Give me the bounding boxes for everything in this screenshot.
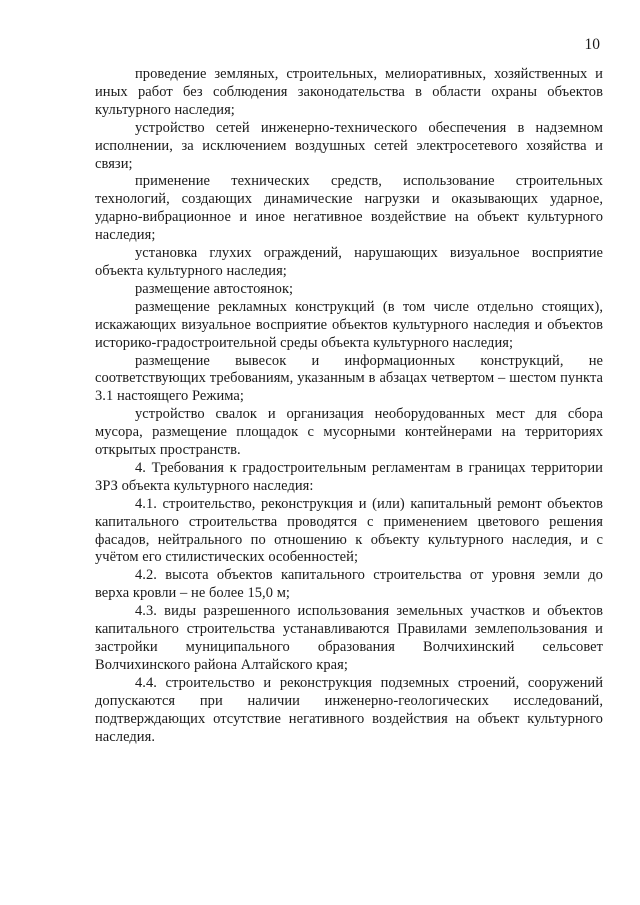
page-number: 10 — [584, 36, 600, 53]
paragraph-4-4: 4.4. строительство и реконструкция подземных строений, сооружений допускаются при наличии инженерно-геологических исследований, подтверждающих отсутствие негативного воздействия на объект культурного наследия. — [95, 674, 603, 745]
paragraph-4-2: 4.2. высота объектов капитального строительства от уровня земли до верха кровли – не более 15,0 м; — [95, 567, 603, 602]
paragraph-4-3: 4.3. виды разрешенного использования земельных участков и объектов капитального строительства устанавливаются Правилами землепользования и застройки муниципального образования Волчихинский сельсовет Волчихинского района Алтайского края; — [95, 603, 603, 673]
paragraph-solid-fences: установка глухих ограждений, нарушающих визуальное восприятие объекта культурного наследия; — [95, 245, 603, 279]
paragraph-advertising: размещение рекламных конструкций (в том числе отдельно стоящих), искажающих визуальное восприятие объектов культурного наследия и объектов историко-градостроительной среды объекта культурного наследия; — [95, 298, 603, 351]
paragraph-section-4: 4. Требования к градостроительным регламентам в границах территории ЗРЗ объекта культурного наследия: — [95, 459, 603, 494]
paragraph-4-1: 4.1. строительство, реконструкция и (или) капитальный ремонт объектов капитального строительства проводятся с применением цветового решения фасадов, нейтрального по отношению к объекту культурного наследия, и с учётом его стилистических особенностей; — [95, 495, 603, 566]
paragraph-waste: устройство свалок и организация необорудованных мест для сбора мусора, размещение площадок с мусорными контейнерами на территориях открытых пространств. — [95, 406, 603, 459]
paragraph-engineering-networks: устройство сетей инженерно-технического обеспечения в надземном исполнении, за исключением воздушных сетей электросетевого хозяйства и связи; — [95, 119, 603, 172]
paragraph-technical-means: применение технических средств, использование строительных технологий, создающих динамические нагрузки и оказывающих ударное, ударно-вибрационное и иное негативное воздействие на объект культурного наследия; — [95, 173, 603, 244]
document-body — [95, 66, 603, 746]
paragraph-earthworks: проведение земляных, строительных, мелиоративных, хозяйственных и иных работ без соблюдения законодательства в области охраны объектов культурного наследия; — [95, 66, 603, 118]
paragraph-parking: размещение автостоянок; — [135, 280, 294, 297]
paragraph-signboards: размещение вывесок и информационных конструкций, не соответствующих требованиям, указанным в абзацах четвертом – шестом пункта 3.1 настоящего Режима; — [95, 352, 603, 405]
